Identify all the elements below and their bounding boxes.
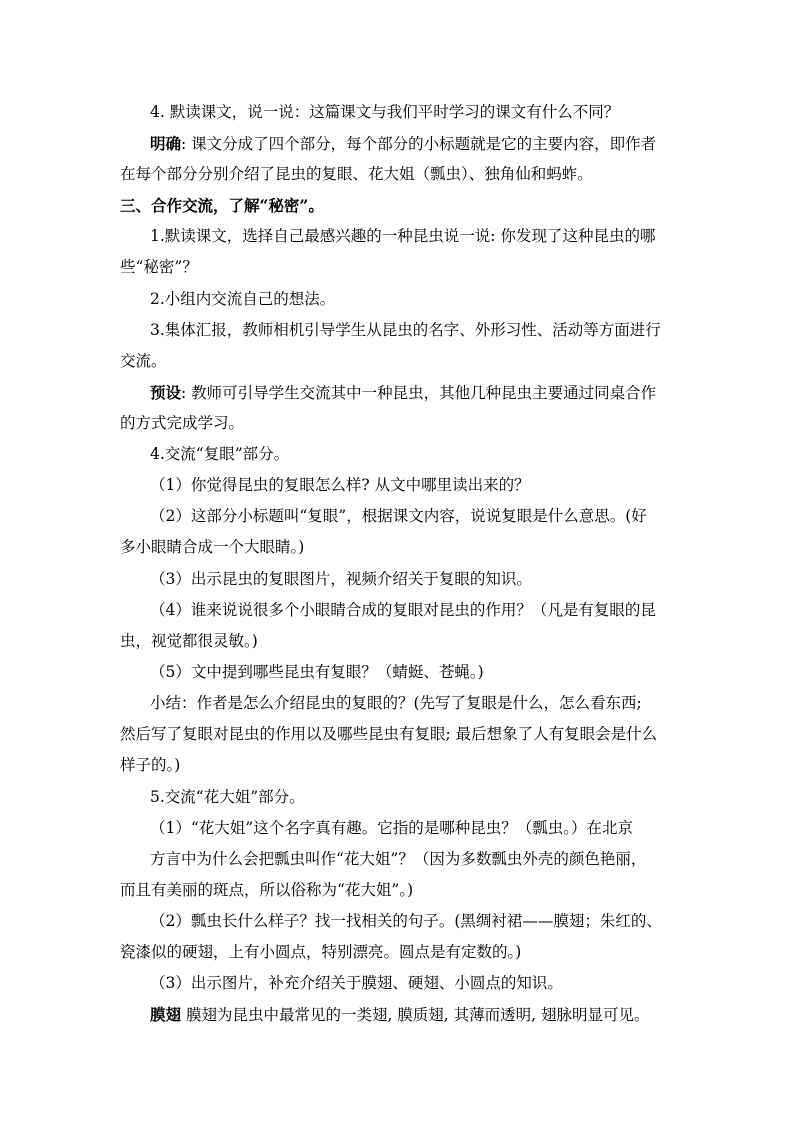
preset-text: : 教师可引导学生交流其中一种昆虫，其他几种昆虫主要通过同桌合作 bbox=[181, 384, 657, 402]
item-5-q3: （3）出示图片，补充介绍关于膜翅、硬翅、小圆点的知识。 bbox=[150, 974, 563, 992]
answer-line-2: 在每个部分分别介绍了昆虫的复眼、花大姐（瓢虫）、独角仙和蚂蚱。 bbox=[120, 165, 593, 183]
summary-line-3: 样子的。) bbox=[120, 756, 181, 774]
membrane-wing-label: 膜翅 bbox=[150, 1005, 182, 1024]
item-1-line-2: 些“秘密”？ bbox=[120, 258, 198, 276]
item-4-q5: （5）文中提到哪些昆虫有复眼？（蜻蜓、苍蝇。) bbox=[150, 663, 484, 681]
item-3-line-2: 交流。 bbox=[120, 352, 167, 370]
answer-line-1 bbox=[150, 128, 710, 160]
item-5-q1-line-1: （1）“花大姐”这个名字真有趣。它指的是哪种昆虫？（瓢虫。）在北京 bbox=[150, 819, 633, 837]
membrane-wing-note bbox=[150, 999, 710, 1031]
item-5-q2-line-1: （2）瓢虫长什么样子？找一找相关的句子。(黑绸衬裙——膜翅；朱红的、 bbox=[150, 912, 662, 930]
item-5-q2-line-2: 瓷漆似的硬翅，上有小圆点，特别漂亮。圆点是有定数的。) bbox=[120, 943, 522, 961]
answer-label: 明确 bbox=[150, 134, 182, 153]
item-2-line: 2.小组内交流自己的想法。 bbox=[150, 290, 336, 308]
preset-label: 预设 bbox=[150, 383, 182, 402]
preset-line-1 bbox=[150, 377, 710, 409]
summary-line-2: 然后写了复眼对昆虫的作用以及哪些昆虫有复眼; 最后想象了人有复眼会是什么 bbox=[120, 725, 658, 743]
membrane-wing-text: 膜翅为昆虫中最常见的一类翅, 膜质翅, 其薄而透明, 翅脉明显可见。 bbox=[181, 1006, 650, 1024]
item-3-line-1: 3.集体汇报，教师相机引导学生从昆虫的名字、外形习性、活动等方面进行 bbox=[150, 321, 661, 339]
item-4-q2-line-2: 多小眼睛合成一个大眼睛。) bbox=[120, 538, 305, 556]
item-4-q1: （1）你觉得昆虫的复眼怎么样? 从文中哪里读出来的？ bbox=[150, 476, 530, 494]
item-1-line-1: 1.默读课文，选择自己最感兴趣的一种昆虫说一说: 你发现了这种昆虫的哪 bbox=[150, 227, 656, 245]
preset-line-2: 的方式完成学习。 bbox=[120, 414, 245, 432]
item-4-q4-line-1: （4）谁来说说很多个小眼睛合成的复眼对昆虫的作用？（凡是有复眼的昆 bbox=[150, 601, 656, 619]
item-5-q1-line-3: 而且有美丽的斑点，所以俗称为“花大姐”。) bbox=[120, 881, 414, 899]
summary-line-1: 小结：作者是怎么介绍昆虫的复眼的？(先写了复眼是什么，怎么看东西; bbox=[150, 694, 642, 712]
section-heading-3: 三、合作交流，了解“秘密”。 bbox=[120, 196, 324, 215]
item-4-q2-line-1: （2）这部分小标题叫“复眼”，根据课文内容，说说复眼是什么意思。(好 bbox=[150, 507, 647, 525]
item-5-q1-line-2: 方言中为什么会把瓢虫叫作“花大姐”？（因为多数瓢虫外壳的颜色艳丽， bbox=[150, 850, 647, 868]
item-4-q3: （3）出示昆虫的复眼图片，视频介绍关于复眼的知识。 bbox=[150, 570, 532, 588]
item-4-heading: 4.交流“复眼”部分。 bbox=[150, 445, 290, 463]
question-4-line: 4. 默读课文，说一说：这篇课文与我们平时学习的课文有什么不同？ bbox=[150, 103, 620, 121]
answer-text: : 课文分成了四个部分，每个部分的小标题就是它的主要内容，即作者 bbox=[181, 135, 657, 153]
item-5-heading: 5.交流“花大姐”部分。 bbox=[150, 788, 305, 806]
item-4-q4-line-2: 虫，视觉都很灵敏。) bbox=[120, 632, 258, 650]
